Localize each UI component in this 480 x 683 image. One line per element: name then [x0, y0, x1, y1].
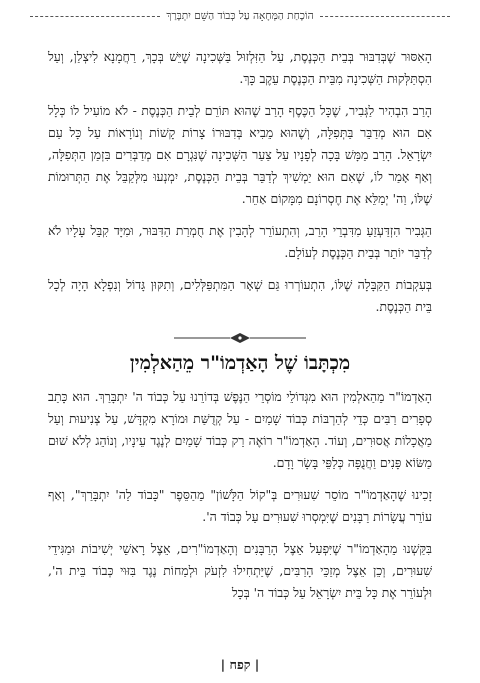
running-title: הוֹכָחַת הַמְּחָאָה עַל כְּבוֹד הַשֵּׁם יִתְבָּרַךְ — [166, 10, 314, 22]
paragraph: הָרַב הִבְהִיר לַגְּבִיר, שֶׁכָּל הַכֶּסֶף הָרַב שֶׁהוּא תּוֹרֵם לְבֵית הַכְּנֶסֶת - לֹא מוֹעִיל לוֹ כְּלָל אִם הוּא מְדַבֵּר בַּתְּפִלָּה, וְשֶׁהוּא מֵבִיא בְּדִבּוּרוֹ צָרוֹת קָשׁוֹת וְנוֹרָאוֹת עַל כָּל עַם יִשְׂרָאֵל. הָרַב מַמָּשׁ בָּכָה לְפָנָיו עַל צַעַר הַשְּׁכִינָה שֶׁנִּגְרָם אִם מְדַבְּרִים בִּזְמַן הַתְּפִלָּה, וְאַף אָמַר לוֹ, שֶׁאִם הוּא יַמְשִׁיךְ לְדַבֵּר בְּבֵית הַכְּנֶסֶת, יִמְנְעוּ מִלְּקַבֵּל אֶת הַתְּרוּמוֹת שֶׁלּוֹ, וַה' יְמַלֵּא אֶת חֶסְרוֹנָם מִמָּקוֹם אַחֵר. — [48, 103, 432, 206]
page-number: | קפח | — [220, 657, 260, 672]
section-title: מִכְתָּבוֹ שֶׁל הָאַדְמוֹ"ר מֵהַאלְמִין — [129, 352, 351, 374]
paragraph: הַגְּבִיר הִזְדַּעְזֵעַ מִדִּבְרֵי הָרַב, וְהִתְעוֹרֵר לְהָבִין אֶת חֻמְרַת הַדִּבּוּר, וּמִיָּד קִבֵּל עָלָיו לֹא לְדַבֵּר יוֹתֵר בְּבֵית הַכְּנֶסֶת לְעוֹלָם. — [48, 223, 432, 260]
header-rule-right — [320, 16, 450, 17]
paragraph: בִּקַּשְׁנוּ מֵהָאַדְמוֹ"ר שֶׁיִּפְעַל אֵצֶל הָרַבָּנִים וְהָאַדְמוֹ"רִים, אֵצֶל רָאשֵׁי יְשִׁיבוֹת וּמַגִּידֵי שִׁעוּרִים, וְכֵן אֵצֶל מְזַכֵּי הָרַבִּים, שֶׁיַּתְחִילוּ לִזְעֹק וּלְמַחוֹת נֶגֶד בִּזּוּי כְּבוֹד בֵּית ה', וּלְעוֹרֵר אֶת כָּל בֵּית יִשְׂרָאֵל עַל כְּבוֹד ה' בְּכָל — [48, 541, 432, 600]
ornament-icon — [170, 332, 310, 344]
header-rule-left — [30, 16, 160, 17]
page-body — [48, 46, 432, 614]
running-header — [30, 10, 450, 22]
paragraph: בְּעִקְבוֹת הַקַּבָּלָה שֶׁלּוֹ, הִתְעוֹרְרוּ גַּם שְׁאָר הַמִּתְפַּלְּלִים, וְתִקּוּן גָּדוֹל וְנִפְלָא הָיָה לְכָל בֵּית הַכְּנֶסֶת. — [48, 277, 432, 314]
paragraph: הָאִסּוּר שֶׁבְּדִבּוּר בְּבֵית הַכְּנֶסֶת, עַל הַזִּלְזוּל בַּשְּׁכִינָה שֶׁיֵּשׁ בְּכָךְ, רַחֲמָנָא לִיצְלַן, וְעַל הִסְתַּלְּקוּת הַשְּׁכִינָה מִבֵּית הַכְּנֶסֶת עֵקֶב כָּךְ. — [48, 49, 432, 86]
paragraph: זָכִינוּ שֶׁהָאַדְמוֹ"ר מוֹסֵר שִׁעוּרִים בְּ"קוֹל הַלָּשׁוֹן" מֵהַסֵּפֶר "כָּבוֹד לַה' יִתְבָּרַךְ", וְאַף עוֹרֵר עֲשָׂרוֹת רַבָּנִים שֶׁיִּמְסְרוּ שִׁעוּרִים עַל כְּבוֹד ה'. — [48, 487, 432, 524]
paragraph: הָאַדְמוֹ"ר מֵהַאלְמִין הוּא מִגְּדוֹלֵי מוֹסְרֵי הַנֶּפֶשׁ בְּדוֹרֵנוּ עַל כְּבוֹד ה' יִתְבָּרַךְ. הוּא כָּתַב סְפָרִים רַבִּים כְּדֵי לְהַרְבּוֹת כְּבוֹד שָׁמַיִם - עַל קְדֻשַּׁת וּמוֹרָא מִקְדָּשׁ, עַל צְנִיעוּת וְעַל מַאֲכָלוֹת אֲסוּרִים, וְעוֹד. הָאַדְמוֹ"ר רוֹאֶה רַק כְּבוֹד שָׁמַיִם לְנֶגֶד עֵינָיו, וְנוֹהֵג לְלֹא שׁוּם מַשּׂוֹא פָּנִים וַחֲנֻפָּה כְּלַפֵּי בָּשָׂר וָדָם. — [48, 389, 432, 470]
section-divider-ornament — [48, 332, 432, 344]
